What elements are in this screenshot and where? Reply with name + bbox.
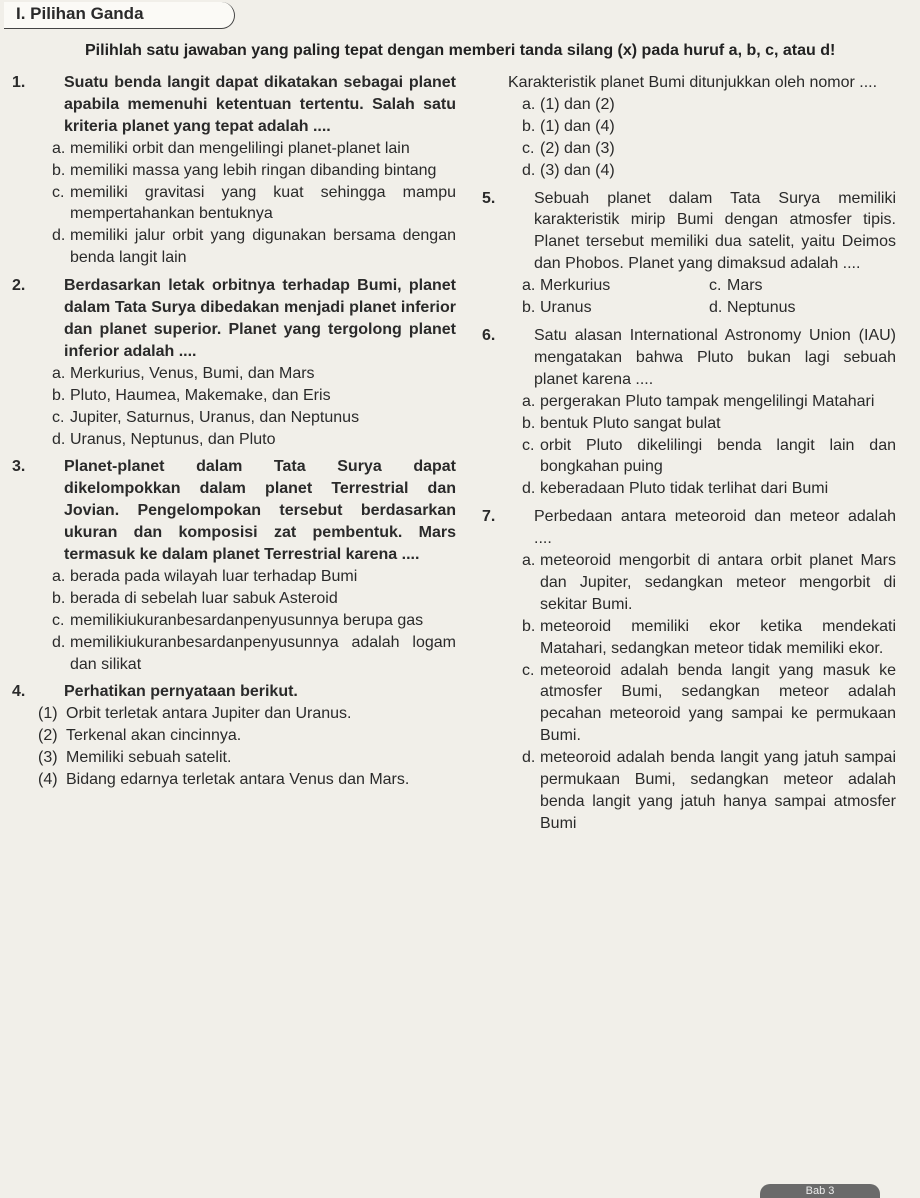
answer-option[interactable]: [522, 478, 896, 500]
statement-item: [38, 747, 456, 769]
question-stem: [12, 275, 456, 363]
option-list: [522, 391, 896, 501]
question-text: Perbedaan antara meteoroid dan meteor adalah ....: [534, 508, 896, 548]
statement-number: (2): [38, 727, 58, 745]
option-text: Mars: [727, 277, 763, 295]
option-letter: c.: [52, 408, 65, 426]
option-letter: c.: [522, 139, 535, 157]
answer-option[interactable]: [522, 297, 709, 319]
answer-option[interactable]: [522, 550, 896, 616]
question-number: 7.: [482, 508, 496, 526]
option-grid: [522, 275, 896, 319]
option-text: (1) dan (2): [540, 95, 615, 113]
statement-number: (1): [38, 705, 58, 723]
answer-option[interactable]: [52, 138, 456, 160]
question-text: Sebuah planet dalam Tata Surya memiliki karakteristik mirip Bumi dengan atmosfer tipis. Planet tersebut memiliki dua satelit, yaitu Deimos dan Phobos. Planet yang dimaksud adalah ....: [534, 189, 896, 273]
answer-option[interactable]: [709, 297, 896, 319]
option-letter: d.: [522, 480, 536, 498]
option-letter: b.: [522, 117, 536, 135]
option-text: berada di sebelah luar sabuk Asteroid: [70, 589, 338, 607]
option-text: (2) dan (3): [540, 139, 615, 157]
question-item: [12, 275, 456, 450]
option-letter: a.: [52, 364, 66, 382]
statement-item: [38, 703, 456, 725]
option-text: (1) dan (4): [540, 117, 615, 135]
answer-option[interactable]: [522, 275, 709, 297]
option-text: meteoroid memiliki ekor ketika mendekati Matahari, sedangkan meteor tidak memiliki ekor.: [540, 617, 896, 657]
statement-text: Terkenal akan cincinnya.: [66, 727, 242, 745]
question-text: Satu alasan International Astronomy Union (IAU) mengatakan bahwa Pluto bukan lagi sebuah planet karena ....: [534, 326, 896, 388]
question-stem: [12, 456, 456, 566]
question-number: 1.: [12, 74, 26, 91]
option-letter: b.: [522, 414, 536, 432]
question-stem: [482, 188, 896, 276]
answer-option[interactable]: [522, 616, 896, 660]
question-item: [482, 188, 896, 319]
option-text: memiliki gravitasi yang kuat sehingga mampu mempertahankan bentuknya: [70, 183, 456, 223]
question-stem: [482, 506, 896, 550]
right-column: [482, 72, 896, 841]
left-column: [12, 72, 456, 797]
question-number: 2.: [12, 277, 26, 295]
question-text: Karakteristik planet Bumi ditunjukkan oleh nomor ....: [508, 74, 878, 91]
question-item: [12, 456, 456, 675]
question-stem: [482, 325, 896, 391]
answer-option[interactable]: [52, 610, 456, 632]
answer-option[interactable]: [522, 747, 896, 835]
answer-option[interactable]: [522, 138, 896, 160]
option-text: pergerakan Pluto tampak mengelilingi Matahari: [540, 392, 875, 410]
section-title: I. Pilihan Ganda: [16, 4, 144, 23]
option-text: meteoroid mengorbit di antara orbit planet Mars dan Jupiter, sedangkan meteor mengorbit di sekitar Bumi.: [540, 552, 896, 613]
statement-list: [38, 703, 456, 791]
question-number: 3.: [12, 458, 26, 476]
option-text: orbit Pluto dikelilingi benda langit lain dan bongkahan puing: [540, 436, 896, 476]
option-text: Merkurius: [540, 277, 611, 295]
option-text: memiliki orbit dan mengelilingi planet-planet lain: [70, 139, 410, 157]
option-text: memilikiukuranbesardanpenyusunnya adalah logam dan silikat: [70, 633, 456, 673]
option-letter: a.: [522, 392, 536, 410]
option-letter: c.: [52, 611, 65, 629]
option-letter: b.: [52, 589, 66, 607]
question-item: [482, 325, 896, 500]
option-letter: b.: [52, 386, 66, 404]
option-letter: a.: [522, 95, 536, 113]
option-letter: b.: [522, 617, 536, 635]
option-letter: b.: [522, 299, 536, 317]
answer-option[interactable]: [52, 588, 456, 610]
answer-option[interactable]: [52, 566, 456, 588]
option-list: [52, 566, 456, 676]
option-text: memiliki massa yang lebih ringan dibanding bintang: [70, 161, 437, 179]
option-text: memilikiukuranbesardanpenyusunnya berupa gas: [70, 611, 424, 629]
question-item: [482, 506, 896, 835]
answer-option[interactable]: [52, 385, 456, 407]
answer-option[interactable]: [52, 632, 456, 676]
option-letter: c.: [709, 277, 722, 295]
statement-item: [38, 769, 456, 791]
option-list: [52, 138, 456, 269]
question-item: [12, 681, 456, 791]
option-text: Neptunus: [727, 299, 796, 317]
option-letter: c.: [52, 183, 65, 201]
statement-text: Orbit terletak antara Jupiter dan Uranus.: [66, 705, 352, 723]
answer-option[interactable]: [522, 391, 896, 413]
option-letter: a.: [522, 552, 536, 570]
option-list: [52, 363, 456, 451]
statement-text: Memiliki sebuah satelit.: [66, 749, 232, 767]
option-text: berada pada wilayah luar terhadap Bumi: [70, 567, 358, 585]
statement-number: (4): [38, 771, 58, 789]
statement-text: Bidang edarnya terletak antara Venus dan Mars.: [66, 771, 410, 789]
question-text: Planet-planet dalam Tata Surya dapat dikelompokkan dalam planet Terrestrial dan Jovian. Pengelompokan tersebut berdasarkan ukuran dan komposisi zat pembentuk. Mars termasuk ke dalam planet Terrestrial karena ....: [64, 458, 456, 564]
option-text: meteoroid adalah benda langit yang masuk ke atmosfer Bumi, sedangkan meteor adalah pecahan meteoroid yang sampai ke permukaan Bumi.: [540, 661, 896, 745]
option-text: Jupiter, Saturnus, Uranus, dan Neptunus: [70, 408, 360, 426]
question-item: [12, 72, 456, 269]
answer-option[interactable]: [709, 275, 896, 297]
option-letter: d.: [52, 633, 66, 651]
question-text: Perhatikan pernyataan berikut.: [64, 683, 298, 701]
answer-option[interactable]: [522, 116, 896, 138]
option-letter: a.: [522, 277, 536, 295]
answer-option[interactable]: [52, 407, 456, 429]
option-letter: d.: [709, 299, 723, 317]
statement-item: [38, 725, 456, 747]
statement-number: (3): [38, 749, 58, 767]
option-text: Pluto, Haumea, Makemake, dan Eris: [70, 386, 331, 404]
question-stem: [12, 72, 456, 138]
option-text: bentuk Pluto sangat bulat: [540, 414, 721, 432]
question-text: Berdasarkan letak orbitnya terhadap Bumi, planet dalam Tata Surya dibedakan menjadi planet inferior dan planet superior. Planet yang tergolong planet inferior adalah ....: [64, 277, 456, 360]
answer-option[interactable]: [522, 160, 896, 182]
answer-option[interactable]: [52, 225, 456, 269]
question-number: 5.: [482, 189, 496, 207]
option-text: memiliki jalur orbit yang digunakan bersama dengan benda langit lain: [70, 227, 456, 267]
option-letter: d.: [52, 227, 66, 245]
answer-option[interactable]: [522, 435, 896, 479]
option-letter: b.: [52, 161, 66, 179]
option-text: meteoroid adalah benda langit yang jatuh sampai permukaan Bumi, sedangkan meteor adalah benda langit yang jatuh hanya sampai atmosfer Bumi: [540, 749, 896, 832]
answer-option[interactable]: [52, 160, 456, 182]
option-text: Uranus: [540, 299, 592, 317]
option-text: keberadaan Pluto tidak terlihat dari Bumi: [540, 480, 829, 498]
answer-option[interactable]: [52, 429, 456, 451]
option-letter: c.: [522, 661, 535, 679]
answer-option[interactable]: [52, 363, 456, 385]
answer-option[interactable]: [522, 660, 896, 748]
option-letter: a.: [52, 139, 66, 157]
question-stem: [12, 681, 456, 703]
question-number: 4.: [12, 683, 26, 701]
answer-option[interactable]: [522, 413, 896, 435]
option-text: (3) dan (4): [540, 161, 615, 179]
option-list: [522, 94, 896, 182]
answer-option[interactable]: [52, 182, 456, 226]
option-letter: a.: [52, 567, 66, 585]
option-list: [522, 550, 896, 835]
option-text: Merkurius, Venus, Bumi, dan Mars: [70, 364, 315, 382]
option-letter: d.: [522, 749, 536, 767]
instruction-text: Pilihlah satu jawaban yang paling tepat dengan memberi tanda silang (x) pada huruf a, b, c, atau d!: [85, 42, 836, 59]
option-letter: d.: [522, 161, 536, 179]
question-item: [508, 72, 896, 182]
question-text: Suatu benda langit dapat dikatakan sebagai planet apabila memenuhi ketentuan tertentu. Salah satu kriteria planet yang tepat adalah ....: [64, 74, 456, 135]
option-text: Uranus, Neptunus, dan Pluto: [70, 430, 276, 448]
question-number: 6.: [482, 326, 496, 344]
answer-option[interactable]: [522, 94, 896, 116]
question-stem: [508, 72, 896, 94]
option-letter: c.: [522, 436, 535, 454]
chapter-tab: Bab 3: [760, 1184, 880, 1198]
option-letter: d.: [52, 430, 66, 448]
